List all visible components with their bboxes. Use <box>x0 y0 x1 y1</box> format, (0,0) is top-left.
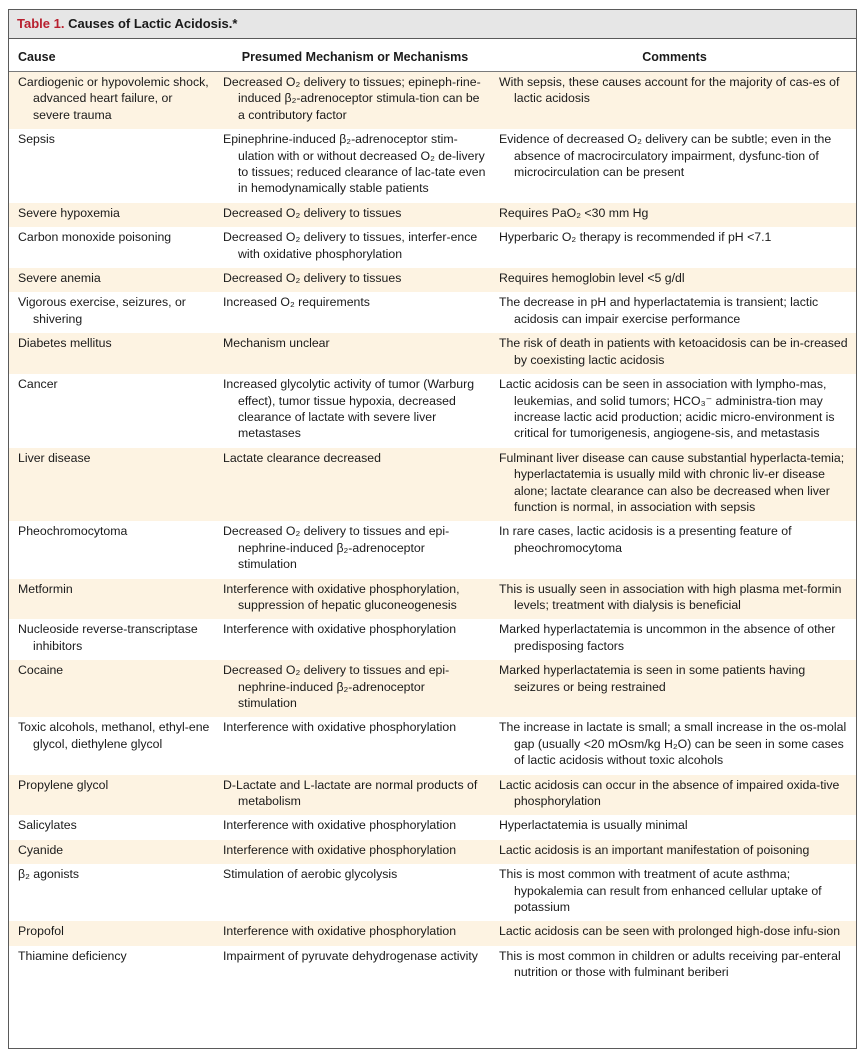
mechanism-cell-text: Decreased O₂ delivery to tissues <box>223 205 402 220</box>
cause-cell <box>9 775 217 816</box>
table-row <box>9 268 856 292</box>
table-row <box>9 448 856 522</box>
cause-cell <box>9 227 217 268</box>
comments-cell <box>493 129 856 203</box>
mechanism-cell-text: Decreased O₂ delivery to tissues <box>223 271 402 286</box>
mechanism-cell <box>217 946 493 987</box>
mechanism-cell-text: Interference with oxidative phosphorylation <box>223 842 457 857</box>
mechanism-cell-text: Interference with oxidative phosphorylation <box>223 924 457 939</box>
cause-cell-text: Severe anemia <box>18 271 101 286</box>
comments-cell-text: Hyperbaric O₂ therapy is recommended if pH <7.1 <box>499 230 772 245</box>
comments-cell <box>493 619 856 660</box>
table-row <box>9 227 856 268</box>
cause-cell-text: Propofol <box>18 924 64 939</box>
cause-cell-text: Cancer <box>18 377 58 392</box>
comments-cell-text: Lactic acidosis can be seen with prolonged high-dose infu-sion <box>499 924 841 939</box>
mechanism-cell-text: Increased O₂ requirements <box>223 295 370 310</box>
comments-cell-text: Requires PaO₂ <30 mm Hg <box>499 205 649 220</box>
header-cause: Cause <box>9 39 217 72</box>
mechanism-cell-text: Decreased O₂ delivery to tissues and epi-nephrine-induced β₂-adrenoceptor stimulation <box>223 663 450 710</box>
table-row <box>9 717 856 774</box>
cause-cell <box>9 921 217 945</box>
comments-cell-text: This is most common with treatment of acute asthma; hypokalemia can result from enhanced cellular uptake of potassium <box>499 867 822 915</box>
mechanism-cell <box>217 129 493 203</box>
comments-cell-text: Fulminant liver disease can cause substantial hyperlacta-temia; hyperlactatemia is usually mild with chronic liv-er disease alone; lactate clearance can also be decreased when liver function is normal, in association with sepsis <box>499 450 845 514</box>
cause-cell-text: Sepsis <box>18 132 55 147</box>
mechanism-cell <box>217 448 493 522</box>
comments-cell <box>493 227 856 268</box>
cause-cell <box>9 579 217 620</box>
table-body <box>9 72 856 987</box>
mechanism-cell <box>217 227 493 268</box>
cause-cell-text: Metformin <box>18 581 73 596</box>
table-row <box>9 775 856 816</box>
comments-cell <box>493 717 856 774</box>
comments-cell-text: The decrease in pH and hyperlactatemia is transient; lactic acidosis can impair exercise performance <box>499 295 819 326</box>
cause-cell-text: Toxic alcohols, methanol, ethyl-ene glycol, diethylene glycol <box>18 720 210 751</box>
comments-cell <box>493 203 856 227</box>
cause-cell <box>9 521 217 578</box>
comments-cell <box>493 815 856 839</box>
cause-cell-text: Vigorous exercise, seizures, or shivering <box>18 295 186 326</box>
comments-cell-text: Marked hyperlactatemia is uncommon in the absence of other predisposing factors <box>499 622 836 653</box>
cause-cell-text: Severe hypoxemia <box>18 205 120 220</box>
comments-cell <box>493 775 856 816</box>
mechanism-cell-text: Interference with oxidative phosphorylation <box>223 818 457 833</box>
table-label: Table 1. <box>17 16 65 31</box>
mechanism-cell <box>217 333 493 374</box>
table-row <box>9 292 856 333</box>
comments-cell-text: The risk of death in patients with ketoacidosis can be in-creased by coexisting lactic acidosis <box>499 336 848 367</box>
comments-cell-text: This is most common in children or adults receiving par-enteral nutrition or those with fulminant beriberi <box>499 948 841 980</box>
table-row <box>9 333 856 374</box>
mechanism-cell <box>217 775 493 816</box>
comments-cell-text: Lactic acidosis can be seen in association with lympho-mas, leukemias, and solid tumors; HCO₃⁻ administra-tion may increase lactic acid production; acidic micro-environment is critical for tumorigenesis, angiogene-sis, and metastasis <box>499 377 835 441</box>
comments-cell <box>493 864 856 921</box>
table-row <box>9 840 856 864</box>
cause-cell-text: Cardiogenic or hypovolemic shock, advanced heart failure, or severe trauma <box>18 75 209 122</box>
comments-cell-text: Lactic acidosis is an important manifestation of poisoning <box>499 842 810 857</box>
comments-cell-text: The increase in lactate is small; a small increase in the os-molal gap (usually <20 mOsm/kg H₂O) can be seen in some cases of lactic acidosis without toxic alcohols <box>499 720 847 768</box>
comments-cell-text: Lactic acidosis can occur in the absence of impaired oxida-tive phosphorylation <box>499 777 840 809</box>
mechanism-cell <box>217 374 493 448</box>
mechanism-cell-text: D-Lactate and L-lactate are normal products of metabolism <box>223 777 478 809</box>
cause-cell <box>9 129 217 203</box>
cause-cell-text: Carbon monoxide poisoning <box>18 230 172 245</box>
mechanism-cell <box>217 619 493 660</box>
cause-cell-text: Cocaine <box>18 663 64 678</box>
mechanism-cell <box>217 203 493 227</box>
mechanism-cell <box>217 660 493 717</box>
comments-cell <box>493 374 856 448</box>
mechanism-cell <box>217 840 493 864</box>
table-row <box>9 129 856 203</box>
table-frame <box>8 9 857 1049</box>
comments-cell <box>493 333 856 374</box>
cause-cell <box>9 864 217 921</box>
table-row <box>9 521 856 578</box>
mechanism-cell-text: Mechanism unclear <box>223 336 330 351</box>
comments-cell-text: In rare cases, lactic acidosis is a presenting feature of pheochromocytoma <box>499 524 792 555</box>
cause-cell-text: Liver disease <box>18 450 91 465</box>
mechanism-cell <box>217 815 493 839</box>
cause-cell <box>9 946 217 987</box>
cause-cell <box>9 660 217 717</box>
table-row <box>9 921 856 945</box>
mechanism-cell <box>217 579 493 620</box>
cause-cell-text: Propylene glycol <box>18 777 109 792</box>
cause-cell <box>9 815 217 839</box>
mechanism-cell <box>217 292 493 333</box>
cause-cell <box>9 717 217 774</box>
table-row <box>9 864 856 921</box>
cause-cell-text: Salicylates <box>18 818 77 833</box>
cause-cell-text: Thiamine deficiency <box>18 948 127 963</box>
mechanism-cell <box>217 72 493 130</box>
comments-cell <box>493 72 856 130</box>
table-row <box>9 660 856 717</box>
comments-cell-text: This is usually seen in association with high plasma met-formin levels; treatment with dialysis is beneficial <box>499 581 842 612</box>
comments-cell-text: Requires hemoglobin level <5 g/dl <box>499 271 685 286</box>
comments-cell-text: With sepsis, these causes account for the majority of cas-es of lactic acidosis <box>499 75 840 106</box>
mechanism-cell-text: Decreased O₂ delivery to tissues and epi-nephrine-induced β₂-adrenoceptor stimulation <box>223 524 450 572</box>
table-row <box>9 815 856 839</box>
comments-cell-text: Marked hyperlactatemia is seen in some patients having seizures or being restrained <box>499 663 806 694</box>
mechanism-cell <box>217 521 493 578</box>
cause-cell <box>9 619 217 660</box>
header-comments: Comments <box>493 39 856 72</box>
cause-cell <box>9 448 217 522</box>
table-row <box>9 374 856 448</box>
causes-table <box>9 39 856 987</box>
cause-cell <box>9 374 217 448</box>
mechanism-cell-text: Impairment of pyruvate dehydrogenase activity <box>223 948 478 963</box>
mechanism-cell-text: Interference with oxidative phosphorylation, suppression of hepatic gluconeogenesis <box>223 581 460 612</box>
table-title-bar <box>9 10 856 39</box>
cause-cell-text: Pheochromocytoma <box>18 524 128 539</box>
comments-cell <box>493 921 856 945</box>
comments-cell-text: Evidence of decreased O₂ delivery can be subtle; even in the absence of macrocirculatory impairment, dysfunc-tion of microcirculation can be present <box>499 132 832 180</box>
mechanism-cell-text: Epinephrine-induced β₂-adrenoceptor stim-ulation with or without decreased O₂ de-livery to tissues; reduced clearance of lac-tate even in hemodynamically stable patients <box>223 132 486 196</box>
mechanism-cell <box>217 717 493 774</box>
comments-cell <box>493 840 856 864</box>
cause-cell <box>9 333 217 374</box>
mechanism-cell <box>217 268 493 292</box>
cause-cell-text: Cyanide <box>18 842 64 857</box>
mechanism-cell <box>217 921 493 945</box>
mechanism-cell-text: Decreased O₂ delivery to tissues, interfer-ence with oxidative phosphorylation <box>223 230 478 261</box>
mechanism-cell-text: Stimulation of aerobic glycolysis <box>223 867 398 882</box>
table-row <box>9 619 856 660</box>
mechanism-cell <box>217 864 493 921</box>
comments-cell <box>493 660 856 717</box>
table-title: Causes of Lactic Acidosis.* <box>68 16 238 31</box>
comments-cell-text: Hyperlactatemia is usually minimal <box>499 818 688 833</box>
mechanism-cell-text: Lactate clearance decreased <box>223 450 381 465</box>
cause-cell <box>9 840 217 864</box>
comments-cell <box>493 268 856 292</box>
cause-cell-text: Diabetes mellitus <box>18 336 112 351</box>
header-mechanism: Presumed Mechanism or Mechanisms <box>217 39 493 72</box>
cause-cell <box>9 72 217 130</box>
mechanism-cell-text: Interference with oxidative phosphorylation <box>223 622 457 637</box>
table-row <box>9 946 856 987</box>
mechanism-cell-text: Interference with oxidative phosphorylation <box>223 720 457 735</box>
comments-cell <box>493 579 856 620</box>
cause-cell <box>9 203 217 227</box>
cause-cell <box>9 292 217 333</box>
comments-cell <box>493 946 856 987</box>
mechanism-cell-text: Increased glycolytic activity of tumor (Warburg effect), tumor tissue hypoxia, decreased clearance of lactate with severe liver metastases <box>223 377 475 441</box>
header-row <box>9 39 856 72</box>
cause-cell-text: β₂ agonists <box>18 867 80 882</box>
table-row <box>9 72 856 130</box>
comments-cell <box>493 292 856 333</box>
cause-cell-text: Nucleoside reverse-transcriptase inhibitors <box>18 622 198 653</box>
table-row <box>9 579 856 620</box>
mechanism-cell-text: Decreased O₂ delivery to tissues; epineph-rine-induced β₂-adrenoceptor stimula-tion can be a contributory factor <box>223 75 481 122</box>
comments-cell <box>493 448 856 522</box>
cause-cell <box>9 268 217 292</box>
comments-cell <box>493 521 856 578</box>
table-row <box>9 203 856 227</box>
